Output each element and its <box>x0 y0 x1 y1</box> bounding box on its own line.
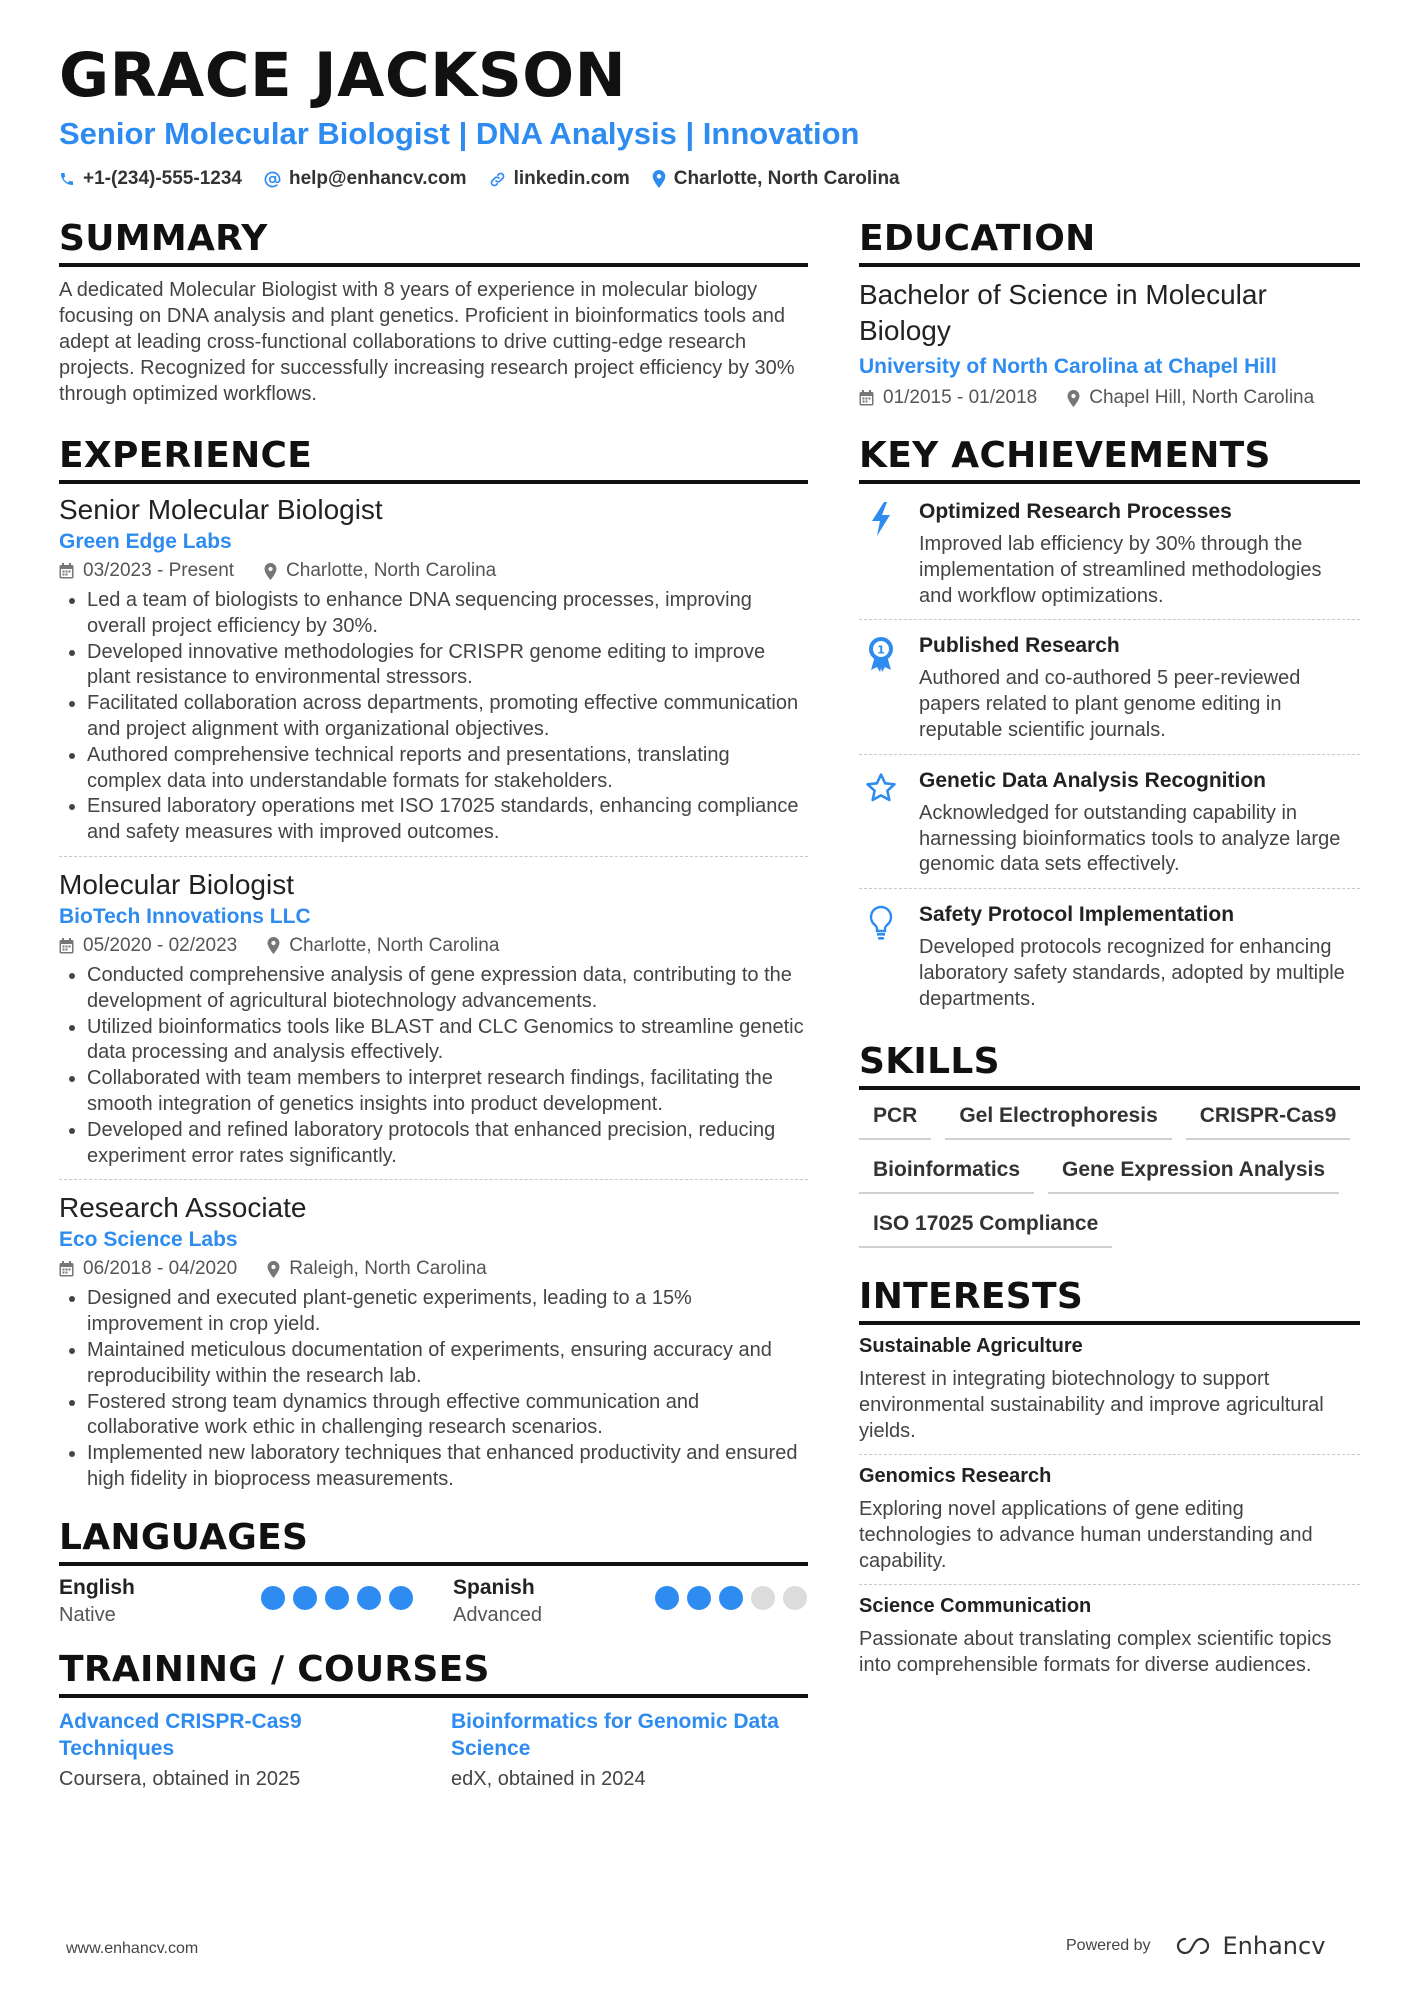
lightning-icon <box>859 500 903 609</box>
contact-email[interactable] <box>264 168 467 190</box>
skill-tag: Bioinformatics <box>859 1154 1034 1194</box>
contact-location-text: Charlotte, North Carolina <box>673 168 900 189</box>
job-dates <box>59 1258 237 1280</box>
job-title: Research Associate <box>59 1192 307 1224</box>
job-company: Eco Science Labs <box>59 1228 238 1252</box>
job-title: Molecular Biologist <box>59 868 294 900</box>
footer-website[interactable]: www.enhancv.com <box>66 1940 199 1957</box>
at-sign-icon <box>264 171 281 188</box>
language-item <box>453 1576 807 1627</box>
education-meta <box>859 387 1360 409</box>
job-entry <box>59 494 808 857</box>
job-location-text: Raleigh, North Carolina <box>289 1258 487 1280</box>
star-icon <box>859 769 903 878</box>
job-bullets <box>59 1286 808 1492</box>
language-rating <box>261 1586 413 1627</box>
course-item <box>451 1708 808 1791</box>
skills-list <box>859 1100 1359 1248</box>
course-item <box>59 1708 416 1791</box>
skill-tag: CRISPR-Cas9 <box>1186 1100 1351 1140</box>
map-pin-icon <box>267 1261 280 1278</box>
job-bullets <box>59 588 808 846</box>
interest-item <box>859 1465 1360 1585</box>
rating-dot-filled <box>719 1586 743 1610</box>
job-bullet: • Developed and refined laboratory protocols that enhanced precision, reducing experiment error rates significantly. <box>87 1118 808 1170</box>
job-bullet: • Collaborated with team members to interpret research findings, facilitating the smooth integration of genetics insights into product development. <box>87 1066 808 1118</box>
achievement-item <box>859 897 1360 1022</box>
achievements-section <box>859 435 1360 1023</box>
map-pin-icon <box>652 170 666 188</box>
left-column <box>59 218 808 1791</box>
interest-text: Interest in integrating biotechnology to support environmental sustainability and improve agricultural yields. <box>859 1367 1324 1442</box>
skill-tag: Gel Electrophoresis <box>945 1100 1171 1140</box>
skill-tag: ISO 17025 Compliance <box>859 1208 1112 1248</box>
interests-title: INTERESTS <box>859 1276 1360 1325</box>
education-location-text: Chapel Hill, North Carolina <box>1089 387 1315 408</box>
course-meta: Coursera, obtained in 2025 <box>59 1767 301 1790</box>
education-school: University of North Carolina at Chapel Hill <box>859 355 1277 378</box>
job-bullet: • Led a team of biologists to enhance DNA sequencing processes, improving overall project efficiency by 30%. <box>87 588 808 640</box>
skill-tag: PCR <box>859 1100 931 1140</box>
education-dates-text: 01/2015 - 01/2018 <box>883 387 1038 408</box>
job-bullet: • Authored comprehensive technical reports and presentations, translating complex data into understandable formats for stakeholders. <box>87 743 808 795</box>
courses-list <box>59 1708 808 1791</box>
languages-title: LANGUAGES <box>59 1517 808 1566</box>
calendar-icon <box>59 1261 74 1277</box>
rating-dot-empty <box>783 1586 807 1610</box>
languages-section <box>59 1517 808 1627</box>
achievement-item <box>859 628 1360 754</box>
enhancv-logo-icon <box>1171 1935 1215 1957</box>
job-entry <box>59 869 808 1180</box>
job-meta <box>59 1258 808 1280</box>
experience-title: EXPERIENCE <box>59 435 808 484</box>
achievement-text: Improved lab efficiency by 30% through the implementation of streamlined methodologies and workflow optimizations. <box>919 533 1322 607</box>
calendar-icon <box>59 563 74 579</box>
interest-item <box>859 1595 1360 1688</box>
education-title: EDUCATION <box>859 218 1360 267</box>
job-dates-text: 06/2018 - 04/2020 <box>83 1258 238 1280</box>
summary-title: SUMMARY <box>59 218 808 267</box>
language-level: Native <box>59 1603 116 1626</box>
rating-dot-filled <box>325 1586 349 1610</box>
lightbulb-icon <box>859 903 903 1012</box>
skill-tag: Gene Expression Analysis <box>1048 1154 1339 1194</box>
job-dates-text: 03/2023 - Present <box>83 560 235 581</box>
language-item <box>59 1576 413 1627</box>
contact-linkedin[interactable] <box>489 168 630 190</box>
achievement-text: Authored and co-authored 5 peer-reviewed papers related to plant genome editing in reputable scientific journals. <box>919 667 1301 741</box>
achievement-text: Acknowledged for outstanding capability in harnessing bioinformatics tools to analyze large genomic data sets effectively. <box>919 801 1341 876</box>
achievement-title: Optimized Research Processes <box>919 500 1232 523</box>
achievement-title: Genetic Data Analysis Recognition <box>919 768 1266 792</box>
language-rating <box>655 1586 807 1627</box>
language-name: English <box>59 1575 135 1599</box>
job-entry <box>59 1192 808 1502</box>
job-bullet: • Designed and executed plant-genetic experiments, leading to a 15% improvement in crop yield. <box>87 1286 808 1338</box>
skills-title: SKILLS <box>859 1041 1360 1090</box>
education-degree: Bachelor of Science in Molecular Biology <box>859 279 1267 346</box>
footer-branding <box>1066 1932 1325 1960</box>
contact-phone-text: +1-(234)-555-1234 <box>83 168 242 189</box>
map-pin-icon <box>1067 390 1080 407</box>
map-pin-icon <box>264 563 277 580</box>
interest-title: Science Communication <box>859 1594 1092 1617</box>
interest-text: Exploring novel applications of gene editing technologies to advance human understanding and capability. <box>859 1497 1313 1572</box>
contact-location <box>652 168 900 190</box>
job-company: BioTech Innovations LLC <box>59 904 311 928</box>
headline: Senior Molecular Biologist | DNA Analysis | Innovation <box>59 116 860 151</box>
phone-icon <box>59 171 75 187</box>
experience-section <box>59 435 808 1503</box>
achievement-item <box>859 494 1360 620</box>
job-bullet: • Implemented new laboratory techniques that enhanced productivity and ensured high fidelity in bioprocess measurements. <box>87 1441 808 1493</box>
rating-dot-filled <box>293 1586 317 1610</box>
interest-title: Genomics Research <box>859 1464 1052 1487</box>
job-bullet: • Developed innovative methodologies for CRISPR genome editing to improve plant resistance to environmental stressors. <box>87 640 808 692</box>
interests-section <box>859 1276 1360 1688</box>
interest-text: Passionate about translating complex scientific topics into comprehensible formats for diverse audiences. <box>859 1627 1332 1676</box>
job-meta <box>59 935 808 957</box>
education-dates <box>859 387 1037 409</box>
svg-text:1: 1 <box>877 643 885 657</box>
training-section <box>59 1649 808 1791</box>
right-column <box>859 218 1360 1698</box>
summary-section <box>59 218 808 407</box>
language-level: Advanced <box>453 1603 542 1626</box>
job-location <box>264 560 496 582</box>
job-bullet: • Maintained meticulous documentation of experiments, ensuring accuracy and reproducibility within the research lab. <box>87 1338 808 1390</box>
job-dates <box>59 935 237 957</box>
achievement-title: Published Research <box>919 634 1120 658</box>
rating-dot-filled <box>389 1586 413 1610</box>
map-pin-icon <box>267 937 280 954</box>
brand-name: Enhancv <box>1222 1932 1326 1960</box>
rating-dot-filled <box>357 1586 381 1610</box>
languages-list <box>59 1576 808 1627</box>
summary-text: A dedicated Molecular Biologist with 8 years of experience in molecular biology focusing on DNA analysis and plant genetics. Proficient in bioinformatics tools and adept at leading cross-functional collaborations to drive cutting-edge research projects. Recognized for successfully increasing research project efficiency by 30% through optimized workflows. <box>59 279 795 405</box>
achievements-title: KEY ACHIEVEMENTS <box>859 435 1360 484</box>
powered-by-label: Powered by <box>1066 1937 1151 1954</box>
job-bullets <box>59 963 808 1169</box>
achievement-item <box>859 763 1360 889</box>
contact-phone <box>59 168 242 190</box>
language-name: Spanish <box>453 1575 535 1599</box>
job-meta <box>59 560 808 582</box>
training-title: TRAINING / COURSES <box>59 1649 808 1698</box>
award-ribbon-icon <box>859 634 903 743</box>
calendar-icon <box>859 390 874 406</box>
interest-title: Sustainable Agriculture <box>859 1334 1083 1357</box>
course-title: Bioinformatics for Genomic Data Science <box>451 1709 779 1760</box>
contact-linkedin-text: linkedin.com <box>513 168 630 189</box>
job-bullet: • Facilitated collaboration across departments, promoting effective communication and project alignment with organizational objectives. <box>87 691 808 743</box>
rating-dot-empty <box>751 1586 775 1610</box>
rating-dot-filled <box>655 1586 679 1610</box>
job-location-text: Charlotte, North Carolina <box>286 560 497 581</box>
job-company: Green Edge Labs <box>59 530 232 553</box>
job-bullet: • Conducted comprehensive analysis of gene expression data, contributing to the development of agricultural biotechnology advancements. <box>87 963 808 1015</box>
achievement-text: Developed protocols recognized for enhancing laboratory safety standards, adopted by multiple departments. <box>919 936 1345 1010</box>
job-location <box>267 1258 487 1280</box>
job-location <box>267 935 499 957</box>
job-location-text: Charlotte, North Carolina <box>289 934 500 956</box>
job-bullet: • Fostered strong team dynamics through effective communication and collaborative work ethic in challenging research scenarios. <box>87 1390 808 1442</box>
job-dates-text: 05/2020 - 02/2023 <box>83 934 238 956</box>
candidate-name: GRACE JACKSON <box>59 40 627 111</box>
link-icon <box>489 171 506 188</box>
brand-logo[interactable] <box>1171 1932 1326 1960</box>
contact-bar <box>59 168 900 190</box>
rating-dot-filled <box>687 1586 711 1610</box>
job-bullet: • Ensured laboratory operations met ISO 17025 standards, enhancing compliance and safety measures with improved outcomes. <box>87 794 808 846</box>
job-dates <box>59 560 234 582</box>
education-location <box>1067 387 1314 409</box>
interest-item <box>859 1335 1360 1455</box>
achievement-title: Safety Protocol Implementation <box>919 903 1235 927</box>
contact-email-text: help@enhancv.com <box>288 168 467 189</box>
education-section <box>859 218 1360 409</box>
job-title: Senior Molecular Biologist <box>59 494 383 525</box>
skills-section <box>859 1041 1360 1248</box>
rating-dot-filled <box>261 1586 285 1610</box>
job-bullet: • Utilized bioinformatics tools like BLAST and CLC Genomics to streamline genetic data processing and analysis effectively. <box>87 1015 808 1067</box>
course-title: Advanced CRISPR-Cas9 Techniques <box>59 1709 302 1760</box>
course-meta: edX, obtained in 2024 <box>451 1767 646 1790</box>
calendar-icon <box>59 938 74 954</box>
